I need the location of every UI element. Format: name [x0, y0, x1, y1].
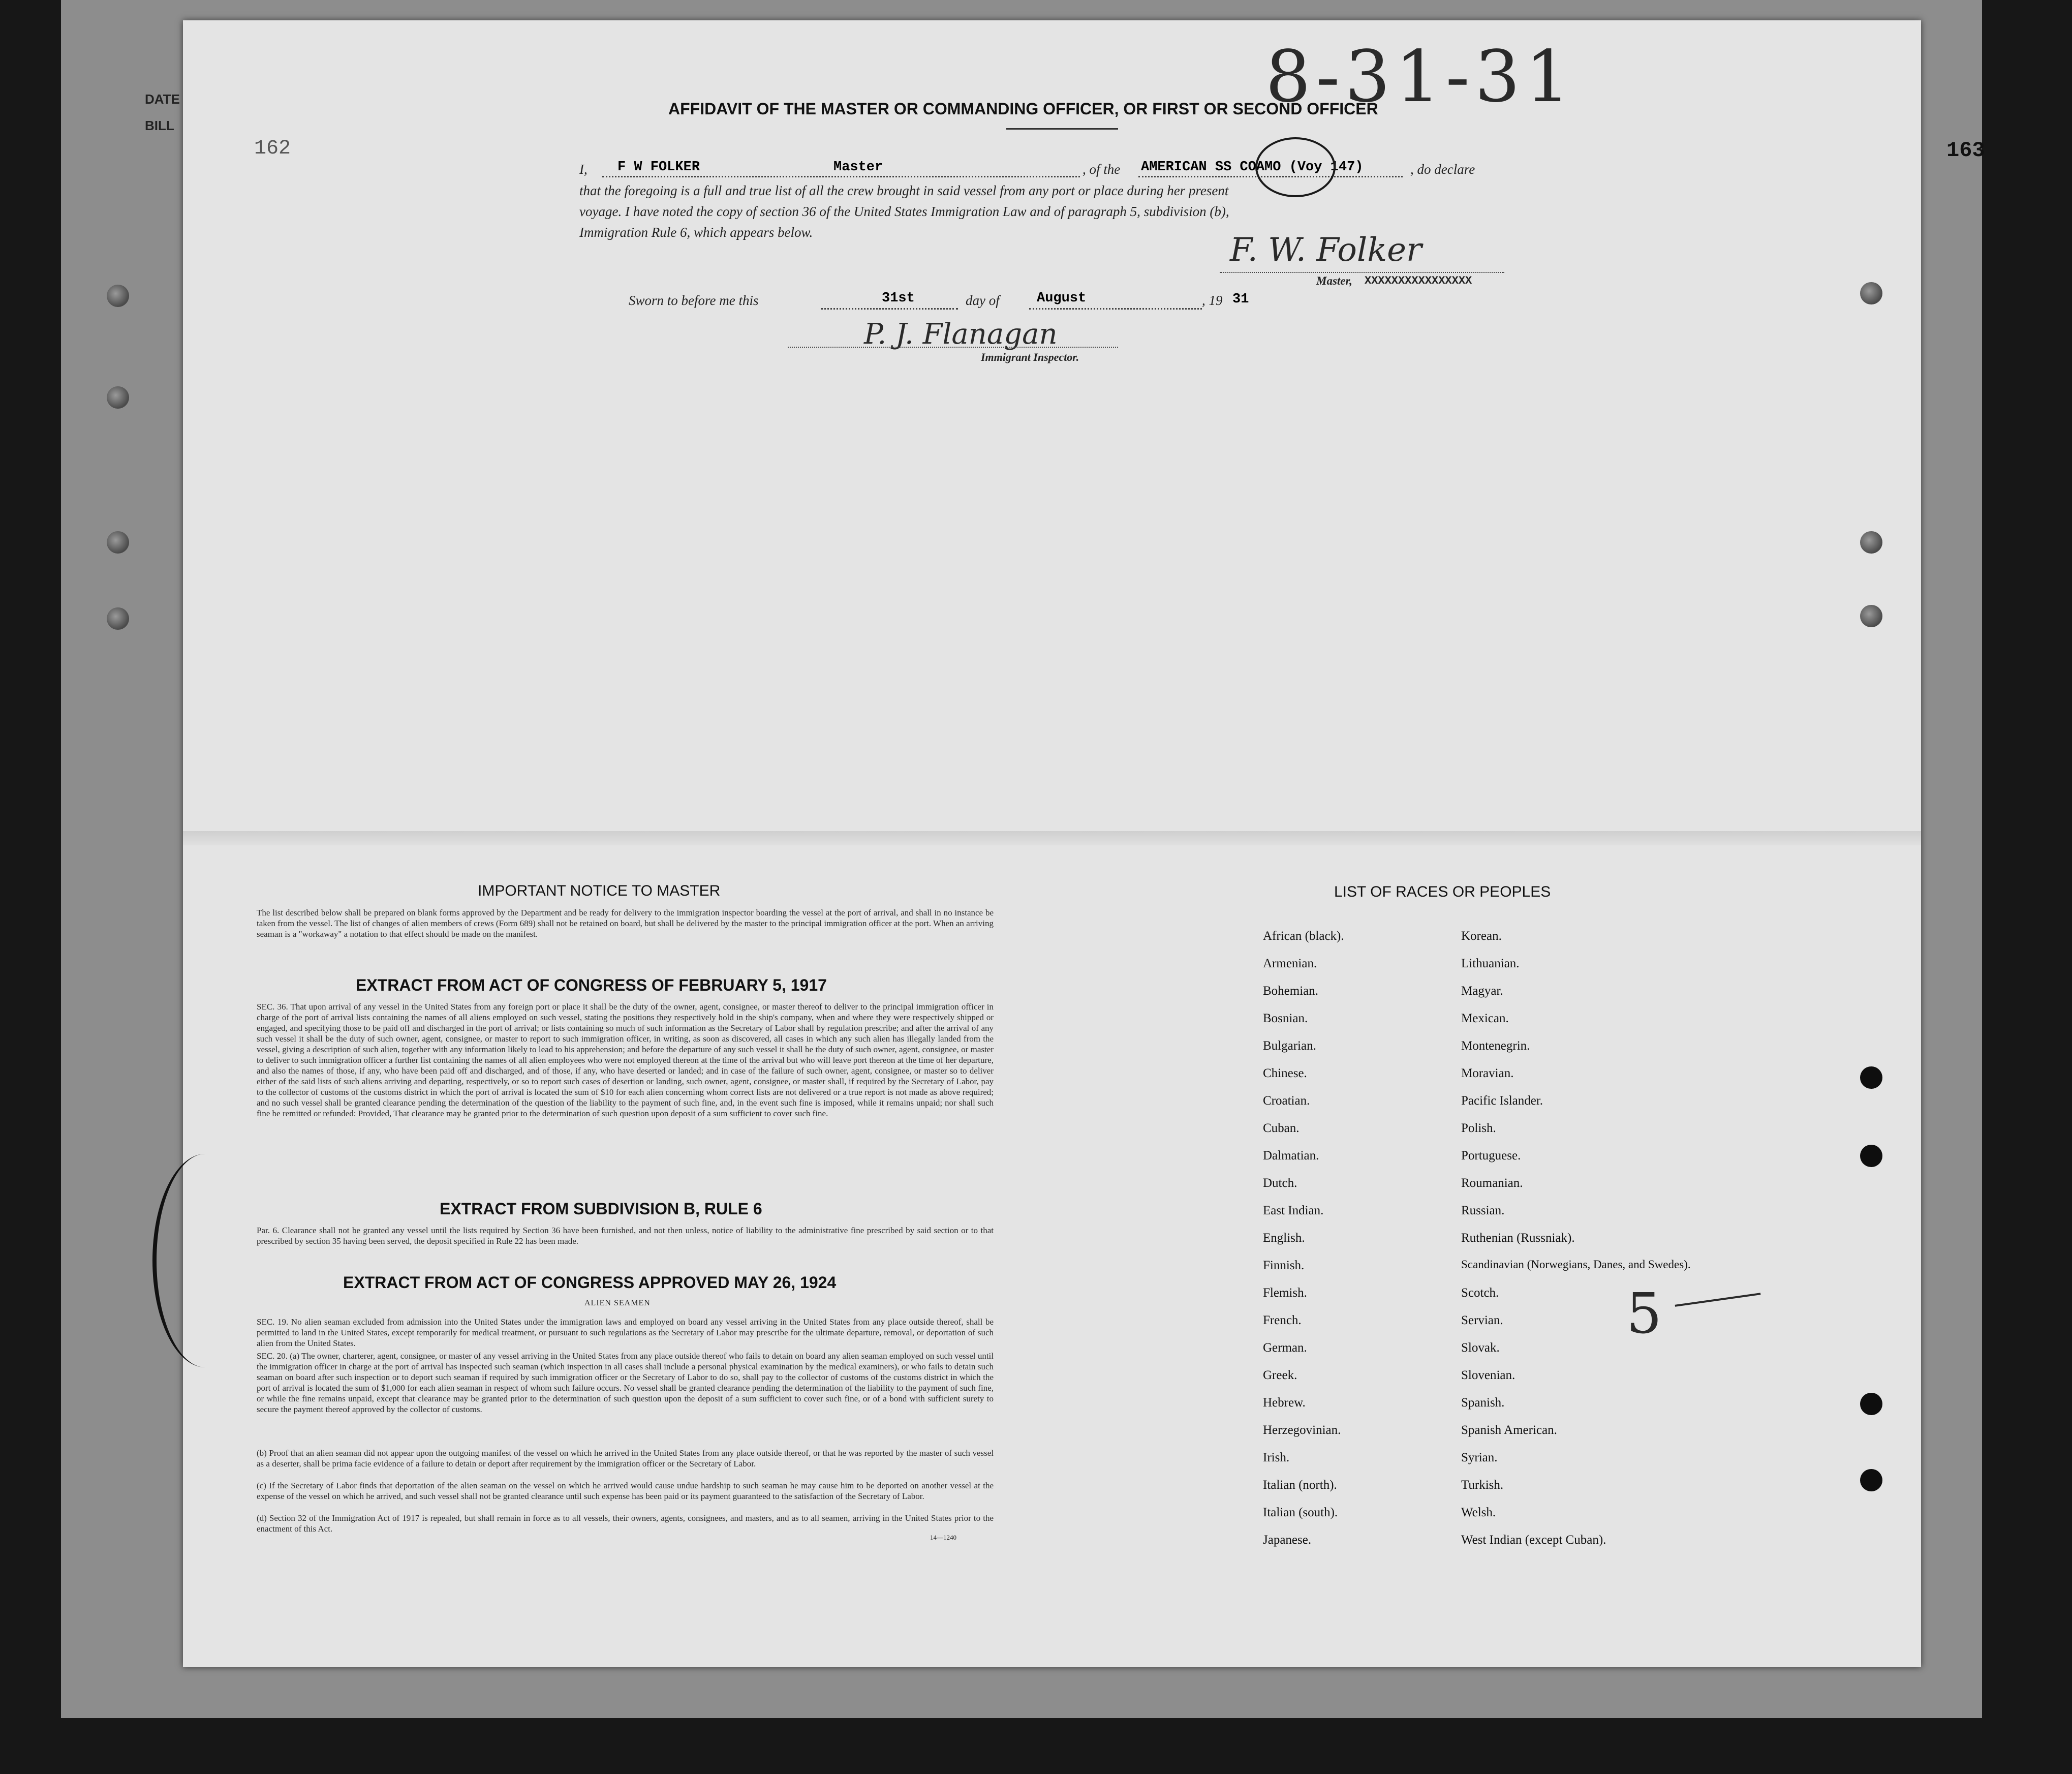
race-item: Dutch. [1263, 1176, 1297, 1190]
master-label: Master, [1316, 274, 1352, 287]
race-item: Pacific Islander. [1461, 1094, 1543, 1108]
race-item: Bohemian. [1263, 984, 1319, 998]
struck-text: XXXXXXXXXXXXXXXX [1365, 274, 1472, 287]
race-item: Spanish. [1461, 1396, 1505, 1410]
race-item: Chinese. [1263, 1066, 1307, 1080]
race-item: Greek. [1263, 1368, 1297, 1382]
race-item: Roumanian. [1461, 1176, 1523, 1190]
fill-line [1029, 308, 1202, 310]
race-item: Scotch. [1461, 1286, 1499, 1300]
extract-1924-sec20a: SEC. 20. (a) The owner, charterer, agent, consignee, or master of any vessel arriving in the United States from any place outside thereof who fails to detain on board any alien seaman employed on such vessel until the immigration officer in charge at the port of arrival has inspected such seaman (which inspection in all cases shall include a personal physical examination by the medical examiners), or who fails to detain such seaman on board after such inspection or to deport such seaman if required by such immigration officer or the Secretary of Labor to do so, shall pay to the collector of customs of the customs district in which the port of arrival is located the sum of $1,000 for each alien seaman in respect of whom such failure occurs. No vessel shall be granted clearance pending the determination of the liability to the payment of such fine, or while the fine remains unpaid, except that clearance may be granted prior to the determination of such question upon the deposit of a sum sufficient to cover such fine, or of a bond with sufficient surety to secure the payment thereof approved by the collector of customs. [257, 1351, 994, 1414]
race-item: Magyar. [1461, 984, 1503, 998]
race-item: Korean. [1461, 929, 1502, 943]
day-of-text: day of [966, 293, 1000, 308]
punch-hole [107, 607, 129, 630]
race-item: Flemish. [1263, 1286, 1307, 1300]
rule6-body: Par. 6. Clearance shall not be granted any vessel until the lists required by Section 36 have been furnished, and not then unless, notice of liability to the administrative fine prescribed by said section or to that prescribed by section 35 having been served, the deposit specified in Rule 22 has been made. [257, 1226, 994, 1246]
inspector-signature: P. J. Flanagan [864, 318, 1058, 351]
sworn-prefix: Sworn to before me this [629, 293, 759, 308]
punch-hole [1860, 1469, 1882, 1491]
race-item: Spanish American. [1461, 1423, 1557, 1437]
race-item: Moravian. [1461, 1066, 1514, 1080]
rule6-title: EXTRACT FROM SUBDIVISION B, RULE 6 [440, 1200, 762, 1218]
punch-hole [1860, 531, 1882, 554]
sworn-year: 31 [1232, 292, 1249, 307]
do-declare-text: , do declare [1410, 162, 1475, 177]
race-item: East Indian. [1263, 1204, 1324, 1217]
punch-hole [1860, 282, 1882, 304]
affidavit-line-2: that the foregoing is a full and true list of all the crew brought in said vessel from any port or place during her present [579, 183, 1229, 198]
punch-hole [107, 285, 129, 307]
affidavit-line-4: Immigration Rule 6, which appears below. [579, 225, 813, 240]
race-item: Hebrew. [1263, 1396, 1306, 1410]
affidavit-line-3: voyage. I have noted the copy of section 36 of the United States Immigration Law and of paragraph 5, subdivision (b), [579, 204, 1229, 219]
side-label-date: DATE [145, 91, 180, 107]
race-item: Croatian. [1263, 1094, 1310, 1108]
race-item: Italian (north). [1263, 1478, 1337, 1492]
form-number: 14—1240 [930, 1534, 956, 1541]
race-item: Japanese. [1263, 1533, 1312, 1547]
inspector-label: Immigrant Inspector. [981, 351, 1079, 363]
race-item: French. [1263, 1313, 1302, 1327]
races-list-left [1263, 929, 1456, 1561]
races-list-right [1461, 929, 1700, 1561]
extract-1924-sec20d: (d) Section 32 of the Immigration Act of 1917 is repealed, but shall remain in force as to all vessels, their owners, agents, consignees, and masters, and as to all seamen, arriving in the United States prior to the enactment of this Act. [257, 1513, 994, 1534]
race-item: Herzegovinian. [1263, 1423, 1341, 1437]
punch-hole [1860, 1393, 1882, 1415]
race-item: Ruthenian (Russniak). [1461, 1231, 1575, 1245]
race-item: Bosnian. [1263, 1012, 1308, 1025]
extract-1917-title: EXTRACT FROM ACT OF CONGRESS OF FEBRUARY 5, 1917 [356, 976, 827, 994]
hand-drawn-circle [1255, 137, 1336, 197]
punch-hole [107, 386, 129, 409]
page-number-left: 162 [254, 137, 291, 160]
extract-1924-title: EXTRACT FROM ACT OF CONGRESS APPROVED MAY 26, 1924 [343, 1273, 837, 1292]
punch-hole [1860, 1145, 1882, 1167]
race-item: Mexican. [1461, 1012, 1509, 1025]
year-prefix: , 19 [1202, 293, 1223, 308]
punch-hole [1860, 1066, 1882, 1089]
page-fold [183, 831, 1921, 845]
race-item: Bulgarian. [1263, 1039, 1316, 1053]
race-item: Montenegrin. [1461, 1039, 1530, 1053]
punch-hole [1860, 605, 1882, 627]
title-rule [1006, 128, 1118, 130]
affidavit-i: I, [579, 162, 587, 177]
sworn-month: August [1037, 291, 1087, 306]
extract-1924-sec20c: (c) If the Secretary of Labor finds that deportation of the alien seaman on the vessel on which he arrived would cause undue hardship to such seaman he may cause him to be deported on another vessel at the expense of the vessel on which he arrived, and such vessel shall not be granted clearance until such expense has been paid or its payment guaranteed to the satisfaction of the Secretary of Labor. [257, 1481, 994, 1501]
race-item: Italian (south). [1263, 1506, 1338, 1519]
notice-title: IMPORTANT NOTICE TO MASTER [478, 882, 721, 899]
race-item: Welsh. [1461, 1506, 1496, 1519]
race-item: Finnish. [1263, 1259, 1305, 1272]
handwritten-date: 8-31-31 [1265, 36, 1575, 118]
page-number-right: 163 [1946, 138, 1985, 163]
race-item: Irish. [1263, 1451, 1290, 1464]
race-item: Russian. [1461, 1204, 1505, 1217]
race-item: Cuban. [1263, 1121, 1300, 1135]
extract-1924-sec19: SEC. 19. No alien seaman excluded from admission into the United States under the immigration laws and employed on board any vessel arriving in the United States from any place outside thereof, shall be permitted to land in the United States, except temporarily for medical treatment, or pursuant to such regulations as the Secretary of Labor may prescribe for the ultimate departure, removal, or deportation of such alien from the United States. [257, 1317, 994, 1348]
race-item: English. [1263, 1231, 1305, 1245]
of-the-text: , of the [1083, 162, 1121, 177]
race-item: West Indian (except Cuban). [1461, 1533, 1606, 1547]
notice-body: The list described below shall be prepared on blank forms approved by the Department and be ready for delivery to the immigration inspector boarding the vessel at the port of arrival, and shall in no instance be taken from the vessel. The list of changes of alien members of crews (Form 689) shall not be retained on board, but shall be delivered by the master to the principal immigration officer at the port. When an arriving seaman is a "workaway" a notation to that effect should be made on the manifest. [257, 908, 994, 939]
signature-line [788, 347, 1118, 348]
sworn-day: 31st [882, 291, 915, 306]
fill-line [602, 176, 1080, 177]
races-title: LIST OF RACES OR PEOPLES [1334, 883, 1551, 900]
extract-1924-subtitle: ALIEN SEAMEN [584, 1299, 651, 1307]
race-item: Slovak. [1461, 1341, 1500, 1355]
signature-line [1220, 272, 1504, 273]
race-item: Scandinavian (Norwegians, Danes, and Swedes). [1461, 1258, 1691, 1271]
master-rank: Master [833, 160, 883, 175]
extract-1924-sec20b: (b) Proof that an alien seaman did not appear upon the outgoing manifest of the vessel on which he arrived in the United States from any place outside thereof, or that he was reported by the master of such vessel as a deserter, shall be prima facie evidence of a failure to detain or deport after requirement by the immigration officer or the Secretary of Labor. [257, 1448, 994, 1469]
race-item: Lithuanian. [1461, 957, 1520, 970]
race-item: Slovenian. [1461, 1368, 1516, 1382]
vessel-name: AMERICAN SS COAMO (Voy 147) [1141, 160, 1364, 175]
race-item: Servian. [1461, 1313, 1503, 1327]
race-item: Portuguese. [1461, 1149, 1521, 1163]
race-item: Dalmatian. [1263, 1149, 1319, 1163]
margin-arc [152, 1154, 258, 1367]
master-name: F W FOLKER [617, 160, 700, 175]
side-label-bill: BILL [145, 118, 174, 133]
race-item: Syrian. [1461, 1451, 1498, 1464]
extract-1917-body: SEC. 36. That upon arrival of any vessel in the United States from any foreign port or place it shall be the duty of the owner, agent, consignee, or master thereof to deliver to the principal immigration officer in charge of the port of arrival lists containing the names of all aliens employed on such vessel, stating the positions they respectively hold in the ship's company, when and where they were respectively shipped or engaged, and specifying those to be paid off and discharged in the port of arrival; or lists containing so much of such information as the Secretary of Labor shall by regulation prescribe; and after the arrival of any such vessel it shall be the duty of such owner, agent, consignee, or master to report to such immigration officer, in writing, as soon as discovered, all cases in which any such alien has illegally landed from the vessel, giving a description of such alien, together with any information likely to lead to his apprehension; and before the departure of any such vessel it shall be the duty of such owner, agent, consignee, or master to deliver to such immigration officer a further list containing the names of all alien employees who were not employed thereon at the time of the arrival but who will leave port thereon at the time of her departure, and also the names of those, if any, who have been paid off and discharged, and of those, if any, who have deserted or landed; and in case of the failure of such owner, agent, consignee, or master so to deliver either of the said lists of such aliens arriving and departing, respectively, or so to report such cases of desertion or landing, such owner, agent, consignee, or master shall, if required by the Secretary of Labor, pay to the collector of customs of the customs district in which the port of arrival is located the sum of $10 for each alien concerning whom correct lists are not delivered or a true report is not made as above required; and no such vessel shall be granted clearance pending the determination of the question of the liability to the payment of such fine, and, in the event such fine is imposed, while it remains unpaid; nor shall such fine be remitted or refunded: Provided, That clearance may be granted prior to the determination of such question upon deposit of a sum sufficient to cover such fine. [257, 1002, 994, 1118]
race-item: Polish. [1461, 1121, 1496, 1135]
punch-hole [107, 531, 129, 554]
affidavit-title: AFFIDAVIT OF THE MASTER OR COMMANDING OFFICER, OR FIRST OR SECOND OFFICER [668, 100, 1378, 118]
fill-line [821, 308, 958, 310]
race-item: Turkish. [1461, 1478, 1504, 1492]
race-item: German. [1263, 1341, 1307, 1355]
race-item: Armenian. [1263, 957, 1317, 970]
race-item: African (black). [1263, 929, 1344, 943]
handwritten-mark: 5 [1626, 1281, 1662, 1346]
master-signature: F. W. Folker [1230, 231, 1422, 269]
